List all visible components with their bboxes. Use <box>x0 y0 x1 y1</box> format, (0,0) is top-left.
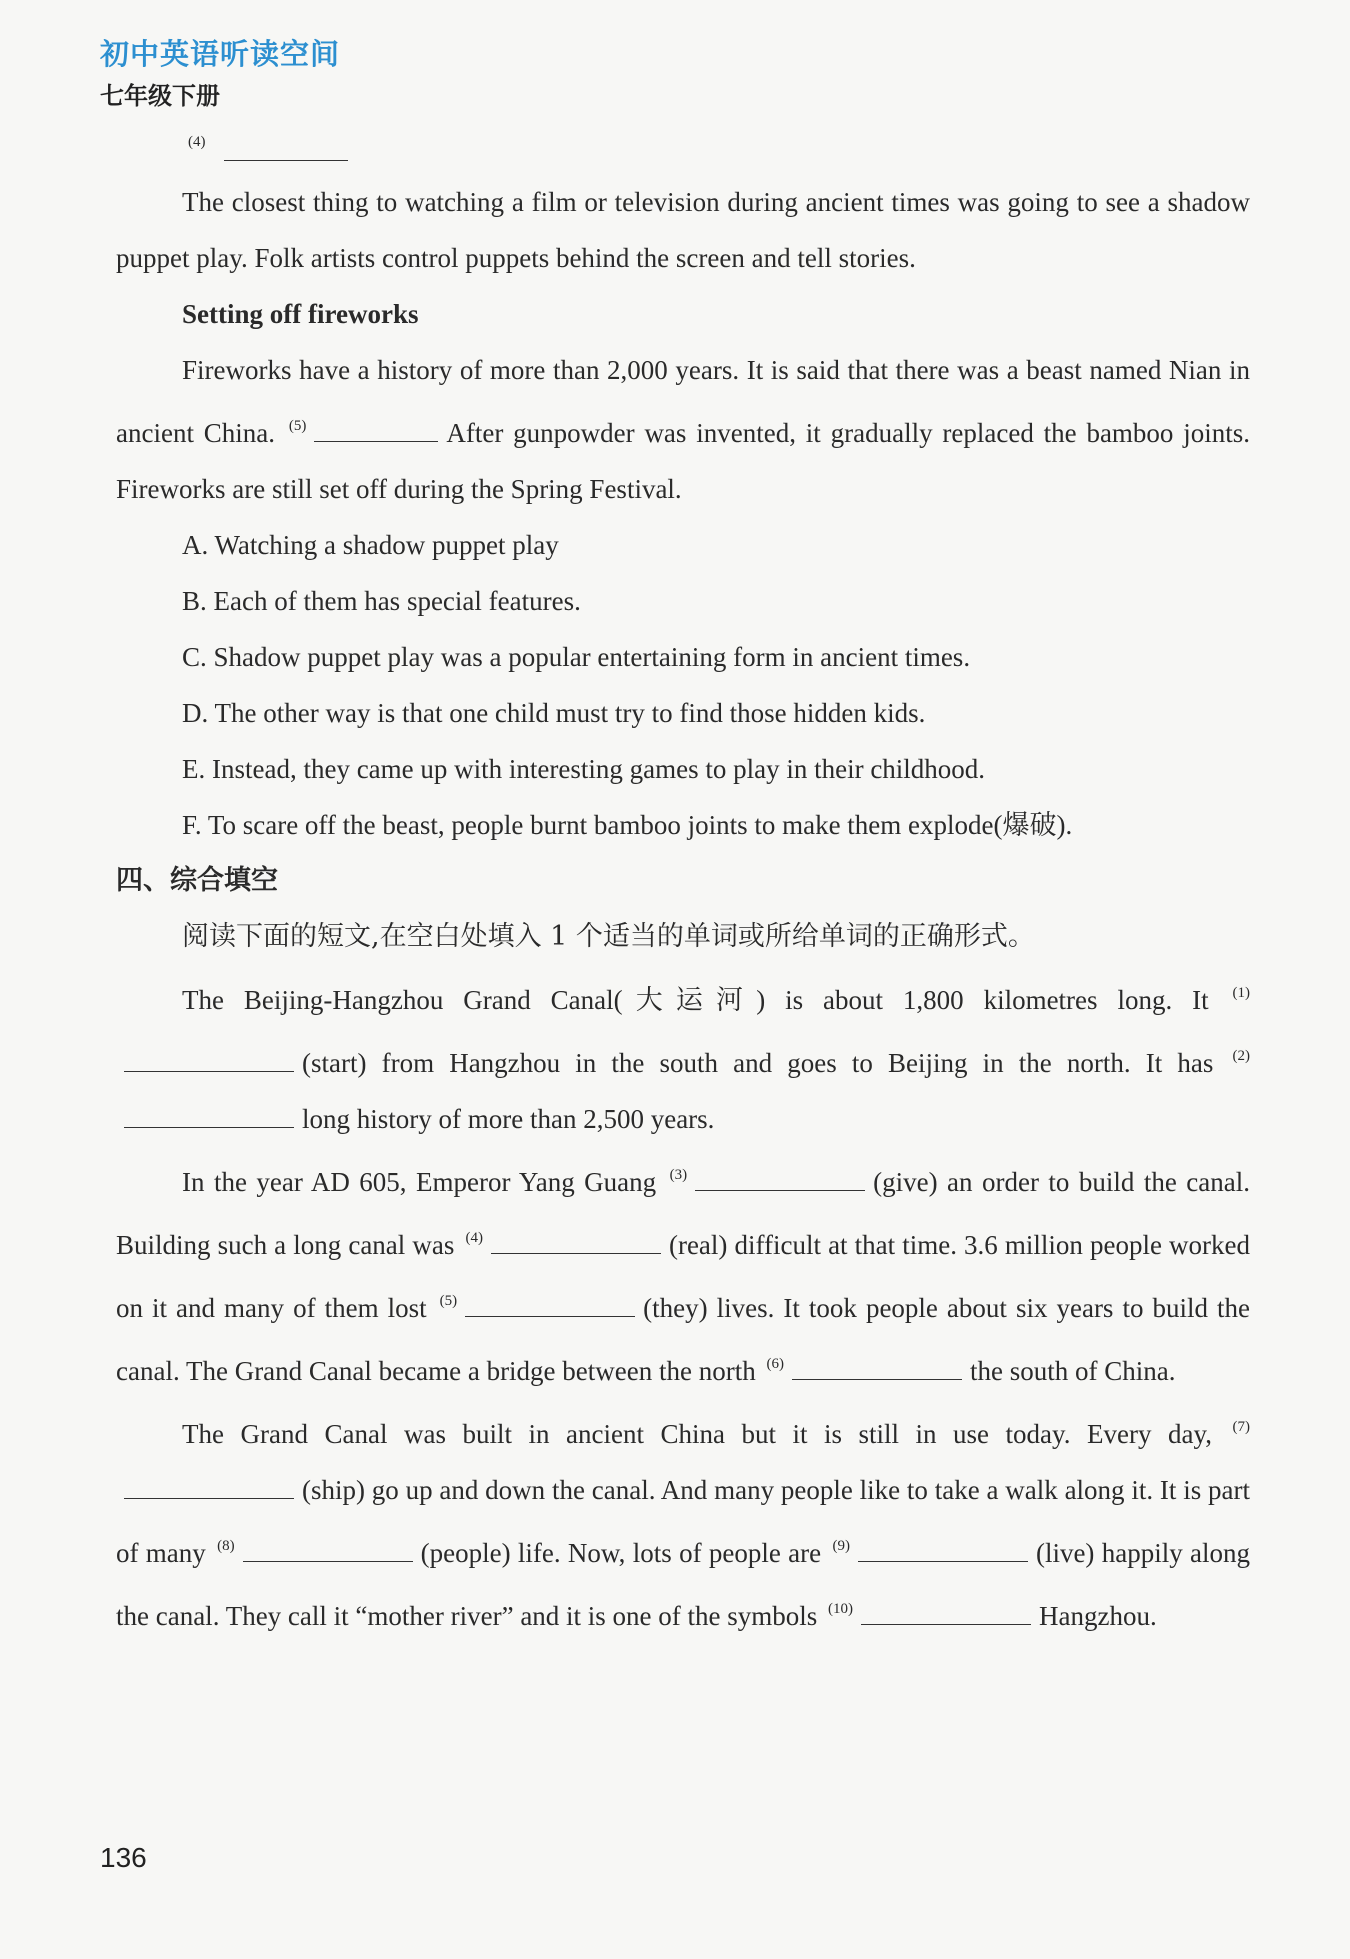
option-b: B. Each of them has special features. <box>182 586 581 616</box>
canal-paragraph-3: The Grand Canal was built in ancient China but it is still in use today. Every day, $^{(7)}$(ship) go up and down the canal. And many people like to take a walk along it. It is part of many $^{(8)}$ (people) life. Now, lots of people are $^{(9)}$ (live) happily along the canal. They call it “mother river” and it is one of the symbols $^{(10)}$ Hangzhou. <box>116 1419 1251 1631</box>
blank-number: (7) <box>1232 1419 1250 1435</box>
blank-number: (4) <box>465 1230 483 1246</box>
blank-number: (1) <box>1232 985 1250 1001</box>
answer-blank[interactable] <box>124 1470 294 1499</box>
answer-blank[interactable] <box>243 1533 413 1562</box>
blank-number: (5) <box>439 1293 458 1309</box>
answer-blank[interactable] <box>465 1288 635 1317</box>
blank-number: (10) <box>828 1601 854 1617</box>
answer-blank[interactable] <box>491 1225 661 1254</box>
blank-number: (3) <box>669 1167 688 1183</box>
option-e: E. Instead, they came up with interesting games to play in their childhood. <box>182 754 986 784</box>
section-title: 四、综合填空 <box>116 865 278 896</box>
page-number: 136 <box>100 1842 147 1873</box>
answer-blank[interactable] <box>224 132 348 161</box>
blank-number: (9) <box>832 1538 850 1554</box>
answer-blank[interactable] <box>124 1043 294 1072</box>
canal-paragraph-1: The Beijing-Hangzhou Grand Canal(大运河) is about 1,800 kilometres long. It $^{(1)}$(start) from Hangzhou in the south and goes to Beijing in the north. It has $^{(2)}$long history of more than 2,500 years. <box>116 965 1250 1147</box>
book-title: 初中英语听读空间 <box>100 37 341 71</box>
blank-number: (6) <box>766 1356 784 1372</box>
answer-blank[interactable] <box>124 1099 294 1128</box>
answer-blank[interactable] <box>858 1533 1028 1562</box>
answer-blank[interactable] <box>695 1162 865 1191</box>
grade-label: 七年级下册 <box>100 81 220 110</box>
option-f: F. To scare off the beast, people burnt bamboo joints to make them explode(爆破). <box>182 810 1073 840</box>
option-a: A. Watching a shadow puppet play <box>182 530 559 560</box>
answer-blank[interactable] <box>314 413 438 442</box>
instruction: 阅读下面的短文,在空白处填入 1 个适当的单词或所给单词的正确形式。 <box>182 921 1035 952</box>
canal-paragraph-2: In the year AD 605, Emperor Yang Guang $^{(3)}$ (give) an order to build the canal. Building such a long canal was $^{(4)}$ (real) difficult at that time. 3.6 million people worked on it and many of them lost $^{(5)}$ (they) lives. It took people about six years to build the canal. The Grand Canal became a bridge between the north $^{(6)}$ the south of China. <box>116 1147 1250 1399</box>
page-content <box>116 118 1250 1644</box>
option-c: C. Shadow puppet play was a popular entertaining form in ancient times. <box>182 642 971 672</box>
blank-number: (8) <box>217 1538 235 1554</box>
shadow-puppet-paragraph: The closest thing to watching a film or television during ancient times was going to see a shadow puppet play. Folk artists control puppets behind the screen and tell stories. <box>116 187 1250 273</box>
section-heading: Setting off fireworks <box>182 299 419 329</box>
blank-number: (2) <box>1232 1048 1251 1064</box>
blank-line-4 <box>116 118 1250 174</box>
answer-blank[interactable] <box>792 1351 962 1380</box>
option-d: D. The other way is that one child must try to find those hidden kids. <box>182 698 926 728</box>
fireworks-paragraph: Fireworks have a history of more than 2,000 years. It is said that there was a beast named Nian in ancient China. $^{(5)}$ After gunpowder was invented, it gradually replaced the bamboo joints. Fireworks are still set off during the Spring Festival. <box>116 355 1251 504</box>
blank-number: (4) <box>188 134 206 150</box>
blank-number: (5) <box>288 418 307 434</box>
answer-blank[interactable] <box>861 1596 1031 1625</box>
